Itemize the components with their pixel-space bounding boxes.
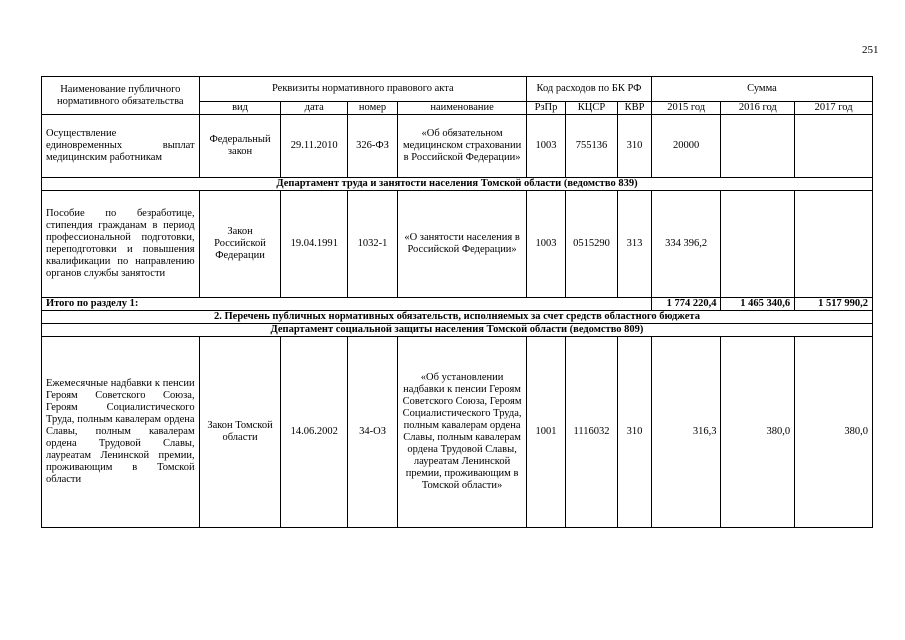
row-kvr: 310: [618, 337, 652, 528]
table-row: [42, 115, 873, 178]
department-row: [42, 324, 873, 337]
row-number: 34-ОЗ: [347, 337, 397, 528]
row-name: Ежемесячные надбавки к пенсии Героям Советского Союза, Героям Социалистического Труда, полным кавалерам ордена Славы, полным кавалерам ордена Трудовой Славы, лауреатам Ленинской премии, проживающим в Томской области: [42, 337, 200, 528]
row-rzpr: 1003: [527, 115, 566, 178]
total-row: [42, 298, 873, 311]
row-name: Пособие по безработице, стипендия гражданам в период профессиональной подготовки, переподготовки и повышения квалификации по направлению органов службы занятости: [42, 191, 200, 298]
row-vid: Федеральный закон: [199, 115, 281, 178]
department-labor: Департамент труда и занятости населения Томской области (ведомство 839): [42, 178, 873, 191]
row-sum-2017: 380,0: [795, 337, 873, 528]
row-vid: Закон Томской области: [199, 337, 281, 528]
header-2016: 2016 год: [721, 102, 795, 115]
section-2-title: 2. Перечень публичных нормативных обязательств, исполняемых за счет средств областного бюджета: [42, 311, 873, 324]
row-title: «Об установлении надбавки к пенсии Героям Советского Союза, Героям Социалистического Труда, полным кавалерам ордена Славы, полным кавалерам ордена Трудовой Славы, лауреатам Ленинской премии, проживающим в Томской области»: [398, 337, 527, 528]
table-row: [42, 191, 873, 298]
department-social: Департамент социальной защиты населения Томской области (ведомство 809): [42, 324, 873, 337]
department-row: [42, 178, 873, 191]
row-sum-2017: [795, 115, 873, 178]
total-2017: 1 517 990,2: [795, 298, 873, 311]
header-code: Код расходов по БК РФ: [527, 77, 652, 102]
row-kcsr: 1116032: [565, 337, 617, 528]
header-sum: Сумма: [651, 77, 872, 102]
header-row-top: [42, 77, 873, 102]
header-kcsr: КЦСР: [565, 102, 617, 115]
row-rzpr: 1003: [527, 191, 566, 298]
row-number: 326-ФЗ: [347, 115, 397, 178]
row-title: «Об обязательном медицинском страховании в Российской Федерации»: [398, 115, 527, 178]
obligations-table: [41, 76, 873, 528]
header-name: Наименование публичного нормативного обязательства: [42, 77, 200, 115]
header-rzpr: РзПр: [527, 102, 566, 115]
page-number: 251: [862, 44, 879, 56]
row-sum-2015: 334 396,2: [651, 191, 721, 298]
header-requisites: Реквизиты нормативного правового акта: [199, 77, 526, 102]
row-sum-2016: [721, 191, 795, 298]
header-vid: вид: [199, 102, 281, 115]
row-sum-2017: [795, 191, 873, 298]
row-kvr: 313: [618, 191, 652, 298]
row-date: 29.11.2010: [281, 115, 348, 178]
header-title: наименование: [398, 102, 527, 115]
total-label: Итого по разделу 1:: [42, 298, 652, 311]
header-date: дата: [281, 102, 348, 115]
section-row: [42, 311, 873, 324]
table-row: [42, 337, 873, 528]
total-2015: 1 774 220,4: [651, 298, 721, 311]
row-kcsr: 0515290: [565, 191, 617, 298]
row-sum-2016: [721, 115, 795, 178]
row-title: «О занятости населения в Российской Федерации»: [398, 191, 527, 298]
row-date: 14.06.2002: [281, 337, 348, 528]
row-vid: Закон Российской Федерации: [199, 191, 281, 298]
row-rzpr: 1001: [527, 337, 566, 528]
row-name: Осуществление единовременных выплат медицинским работникам: [42, 115, 200, 178]
header-number: номер: [347, 102, 397, 115]
row-kvr: 310: [618, 115, 652, 178]
row-sum-2015: 20000: [651, 115, 721, 178]
row-sum-2016: 380,0: [721, 337, 795, 528]
row-kcsr: 755136: [565, 115, 617, 178]
header-2017: 2017 год: [795, 102, 873, 115]
row-sum-2015: 316,3: [651, 337, 721, 528]
total-2016: 1 465 340,6: [721, 298, 795, 311]
row-date: 19.04.1991: [281, 191, 348, 298]
header-kvr: КВР: [618, 102, 652, 115]
row-number: 1032-1: [347, 191, 397, 298]
header-2015: 2015 год: [651, 102, 721, 115]
